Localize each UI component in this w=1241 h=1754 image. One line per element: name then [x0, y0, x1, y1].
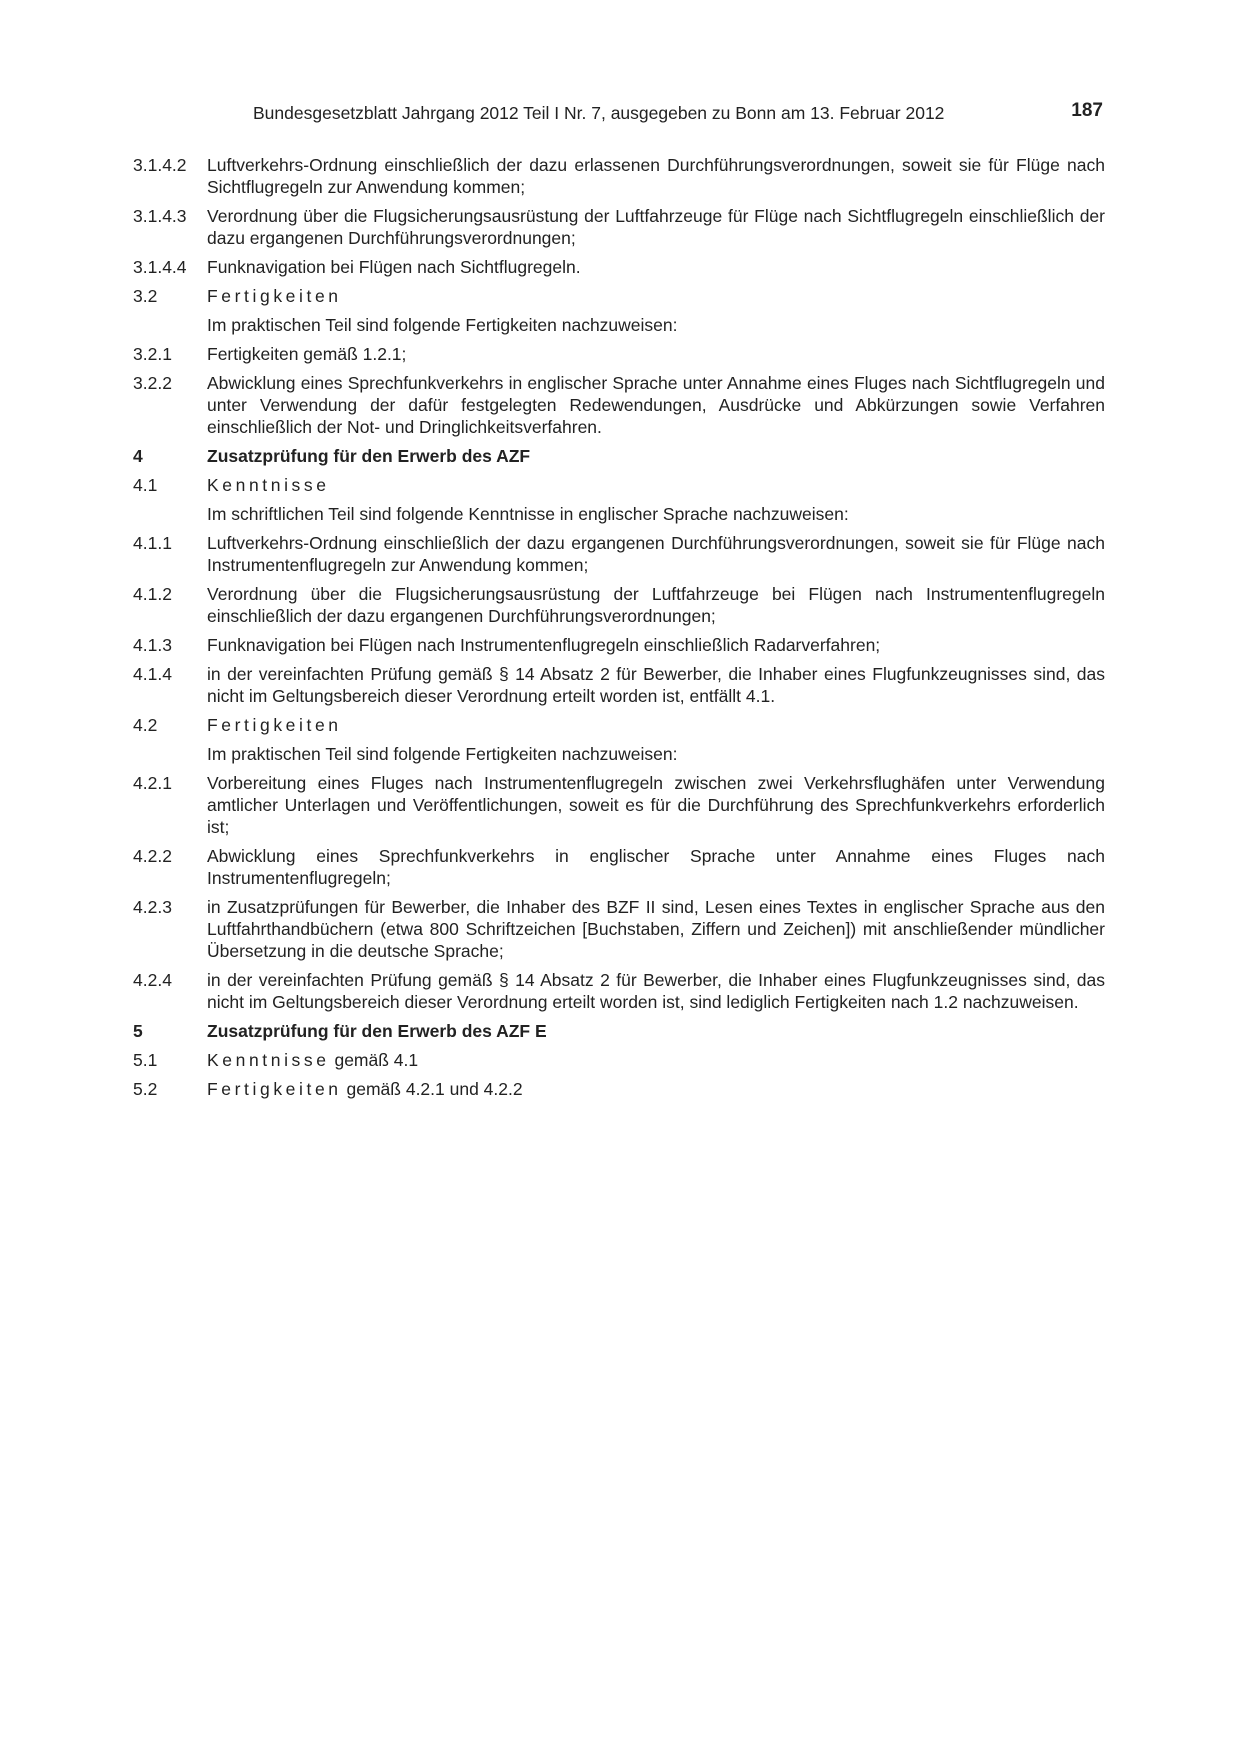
item-text: in Zusatzprüfungen für Bewerber, die Inhaber des BZF II sind, Lesen eines Textes in englischer Sprache aus den Luftfahrthandbüchern (etwa 800 Schriftzeichen [Buchstaben, Ziffern und Zeichen]) mit anschließender mündlicher Übersetzung in die deutsche Sprache;: [207, 897, 1105, 961]
section-title: Zusatzprüfung für den Erwerb des AZF E: [207, 1021, 547, 1041]
item-text: in der vereinfachten Prüfung gemäß § 14 Absatz 2 für Bewerber, die Inhaber eines Flugfunkzeugnisses sind, das nicht im Geltungsbereich dieser Verordnung erteilt worden ist, entfällt 4.1.: [207, 664, 1105, 706]
section-heading-4: [133, 445, 1105, 467]
section-heading-5: [133, 1020, 1105, 1042]
subsection-title: Fertigkeiten: [207, 715, 342, 735]
section-number: 4: [133, 446, 143, 466]
item-number: 3.2.1: [133, 344, 172, 364]
item-number: 3.2: [133, 286, 158, 306]
list-item-4-1-1: [133, 532, 1105, 576]
item-number: 3.1.4.4: [133, 257, 187, 277]
item-number: [133, 314, 207, 336]
item-text: [207, 1078, 1105, 1100]
subsection-heading-4-2: [133, 714, 1105, 736]
section-title: Zusatzprüfung für den Erwerb des AZF: [207, 446, 531, 466]
item-text: [207, 1049, 1105, 1071]
list-item-4-2-1: [133, 772, 1105, 838]
item-number: 4.2.3: [133, 897, 172, 917]
item-number: 5.2: [133, 1079, 158, 1099]
list-item-3-1-4-4: [133, 256, 1105, 278]
item-number: 5.1: [133, 1050, 158, 1070]
item-number: 3.1.4.2: [133, 155, 187, 175]
list-item-3-2-2: [133, 372, 1105, 438]
list-item-4-2-4: [133, 969, 1105, 1013]
item-text: Verordnung über die Flugsicherungsausrüstung der Luftfahrzeuge bei Flügen nach Instrumentenflugregeln einschließlich der dazu ergangenen Durchführungsverordnungen;: [207, 584, 1105, 626]
list-item-4-1-2: [133, 583, 1105, 627]
list-item-4-2-2: [133, 845, 1105, 889]
item-text: Im praktischen Teil sind folgende Fertigkeiten nachzuweisen:: [207, 744, 678, 764]
item-text: Luftverkehrs-Ordnung einschließlich der dazu erlassenen Durchführungsverordnungen, soweit sie für Flüge nach Sichtflugregeln zur Anwendung kommen;: [207, 155, 1105, 197]
item-number: [133, 743, 207, 765]
item-number: 4.2.2: [133, 846, 172, 866]
list-item-5-1: [133, 1049, 1105, 1071]
subsection-heading-3-2: [133, 285, 1105, 307]
list-item-4-1-4: [133, 663, 1105, 707]
item-text: in der vereinfachten Prüfung gemäß § 14 Absatz 2 für Bewerber, die Inhaber eines Flugfunkzeugnisses sind, das nicht im Geltungsbereich dieser Verordnung erteilt worden ist, sind lediglich Fertigkeiten nach 1.2 nachzuweisen.: [207, 970, 1105, 1012]
item-text: Funknavigation bei Flügen nach Sichtflugregeln.: [207, 257, 581, 277]
list-item-4-2-3: [133, 896, 1105, 962]
running-header-title: Bundesgesetzblatt Jahrgang 2012 Teil I Nr. 7, ausgegeben zu Bonn am 13. Februar 2012: [253, 103, 945, 123]
section-number: 5: [133, 1021, 143, 1041]
item-text: Abwicklung eines Sprechfunkverkehrs in englischer Sprache unter Annahme eines Fluges nach Instrumentenflugregeln;: [207, 846, 1105, 888]
item-number: 4.1.1: [133, 533, 172, 553]
item-number: 4.2.1: [133, 773, 172, 793]
item-number: [133, 503, 207, 525]
item-number: 4.2: [133, 715, 158, 735]
item-number: 3.1.4.3: [133, 206, 187, 226]
list-item-3-1-4-2: [133, 154, 1105, 198]
subsection-title: Kenntnisse: [207, 475, 330, 495]
item-text: Im schriftlichen Teil sind folgende Kenntnisse in englischer Sprache nachzuweisen:: [207, 504, 849, 524]
page-number: 187: [1071, 100, 1103, 121]
spaced-term: Kenntnisse: [207, 1050, 330, 1070]
subsection-heading-4-1: [133, 474, 1105, 496]
item-number: 4.1: [133, 475, 158, 495]
spaced-term: Fertigkeiten: [207, 1079, 342, 1099]
list-item-4-1-3: [133, 634, 1105, 656]
item-text: Luftverkehrs-Ordnung einschließlich der dazu ergangenen Durchführungsverordnungen, soweit sie für Flüge nach Instrumentenflugregeln zur Anwendung kommen;: [207, 533, 1105, 575]
item-number: 3.2.2: [133, 373, 172, 393]
item-number: 4.2.4: [133, 970, 172, 990]
intro-paragraph: [133, 314, 1105, 336]
item-text: Im praktischen Teil sind folgende Fertigkeiten nachzuweisen:: [207, 315, 678, 335]
item-text: Fertigkeiten gemäß 1.2.1;: [207, 344, 407, 364]
intro-paragraph: [133, 743, 1105, 765]
item-text: Verordnung über die Flugsicherungsausrüstung der Luftfahrzeuge für Flüge nach Sichtflugregeln einschließlich der dazu ergangenen Durchführungsverordnungen;: [207, 206, 1105, 248]
item-text: Vorbereitung eines Fluges nach Instrumentenflugregeln zwischen zwei Verkehrsflughäfen unter Verwendung amtlicher Unterlagen und Veröffentlichungen, soweit es für die Durchführung des Sprechfunkverkehrs erforderlich ist;: [207, 773, 1105, 837]
item-text: Funknavigation bei Flügen nach Instrumentenflugregeln einschließlich Radarverfahren;: [207, 635, 881, 655]
intro-paragraph: [133, 503, 1105, 525]
item-text: Abwicklung eines Sprechfunkverkehrs in englischer Sprache unter Annahme eines Fluges nach Sichtflugregeln und unter Verwendung der dafür festgelegten Redewendungen, Ausdrücke und Abkürzungen sowie Verfahren einschließlich der Not- und Dringlichkeitsverfahren.: [207, 373, 1105, 437]
item-number: 4.1.3: [133, 635, 172, 655]
item-number: 4.1.2: [133, 584, 172, 604]
reference-text: gemäß 4.1: [329, 1050, 419, 1070]
list-item-5-2: [133, 1078, 1105, 1100]
item-number: 4.1.4: [133, 664, 172, 684]
subsection-title: Fertigkeiten: [207, 286, 342, 306]
reference-text: gemäß 4.2.1 und 4.2.2: [341, 1079, 523, 1099]
list-item-3-2-1: [133, 343, 1105, 365]
list-item-3-1-4-3: [133, 205, 1105, 249]
page-header: [0, 102, 1241, 128]
document-body: [133, 154, 1105, 1107]
